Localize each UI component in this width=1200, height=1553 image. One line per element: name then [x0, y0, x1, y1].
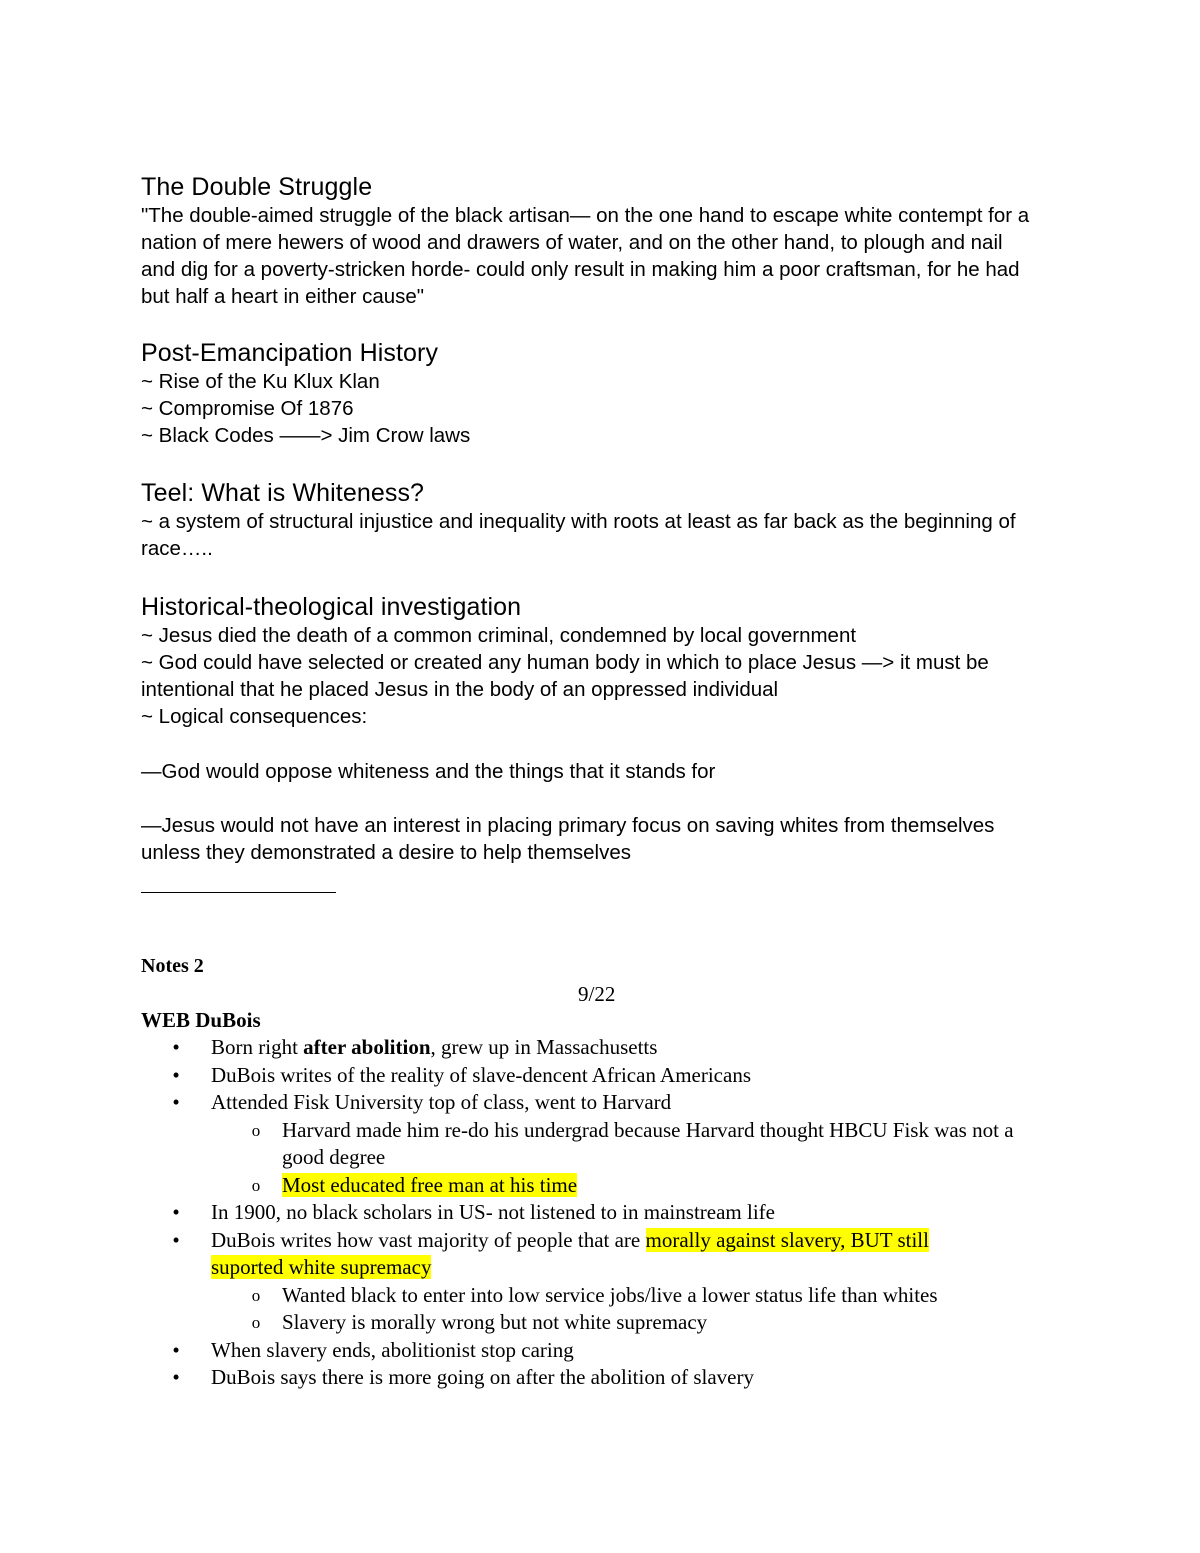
sub-bullet-icon: o — [251, 1285, 261, 1305]
highlighted-text: morally against slavery, BUT still — [645, 1227, 929, 1252]
bullet-text: DuBois writes of the reality of slave-dencent African Americans — [211, 1062, 751, 1087]
bullet-text: DuBois writes how vast majority of people that are — [211, 1227, 646, 1252]
list-item — [166, 1364, 1066, 1392]
list-item: ~ Rise of the Ku Klux Klan — [141, 370, 380, 393]
consequence-text: —God would oppose whiteness and the things that it stands for — [141, 760, 716, 783]
list-item: ~ Black Codes ——> Jim Crow laws — [141, 424, 471, 447]
heading-post-emancipation: Post-Emancipation History — [141, 339, 439, 367]
bullet-text: DuBois says there is more going on after the abolition of slavery — [211, 1365, 754, 1389]
bullet-text: When slavery ends, abolitionist stop caring — [211, 1337, 574, 1362]
sub-bullet-text: Harvard made him re-do his undergrad because Harvard thought HBCU Fisk was not a good degree — [282, 1117, 1014, 1169]
sub-list-item — [166, 1282, 1066, 1310]
divider-line — [141, 892, 336, 893]
notes-2-title: Notes 2 — [141, 955, 204, 977]
list-item: ~ Logical consequences: — [141, 705, 368, 728]
double-struggle-quote: "The double-aimed struggle of the black artisan— on the one hand to escape white contempt for a nation of mere hewers of wood and drawers of water, and on the other hand, to plough and nail and dig for a poverty-stricken horde- could only result in making him a poor craftsman, for he had but half a heart in either cause" — [141, 204, 1030, 308]
list-item — [166, 1199, 1066, 1227]
highlighted-text: Most educated free man at his time — [282, 1172, 578, 1197]
list-item — [166, 1227, 1066, 1282]
sub-list-item — [166, 1117, 1052, 1172]
notes-section-1 — [141, 172, 1041, 310]
bullet-icon: • — [172, 1035, 180, 1059]
whiteness-definition: ~ a system of structural injustice and inequality with roots at least as far back as the beginning of race….. — [141, 510, 1016, 560]
sub-bullet-icon: o — [251, 1175, 261, 1195]
historical-theological-block — [141, 592, 1041, 730]
bullet-icon: • — [172, 1337, 180, 1362]
sub-bullet-text: Wanted black to enter into low service jobs/live a lower status life than whites — [282, 1282, 938, 1307]
bullet-icon: • — [172, 1227, 180, 1252]
bullet-text: Attended Fisk University top of class, went to Harvard — [211, 1090, 672, 1114]
list-item: ~ Jesus died the death of a common criminal, condemned by local government — [141, 624, 857, 647]
bullet-text: In 1900, no black scholars in US- not listened to in mainstream life — [211, 1200, 775, 1224]
sub-bullet-text: Slavery is morally wrong but not white supremacy — [282, 1310, 708, 1334]
consequence-2 — [141, 812, 1041, 866]
consequence-text: —Jesus would not have an interest in placing primary focus on saving whites from themselves unless they demonstrated a desire to help themselves — [141, 814, 995, 864]
post-emancipation-block — [141, 338, 1041, 449]
list-item — [166, 1034, 1066, 1062]
bullet-icon: • — [172, 1062, 180, 1087]
list-item — [166, 1337, 1066, 1365]
list-item: ~ God could have selected or created any human body in which to place Jesus —> it must be intentional that he placed Jesus in the body of an oppressed individual — [141, 651, 989, 701]
dubois-bullet-list — [166, 1034, 1066, 1392]
list-item — [166, 1062, 1066, 1090]
notes-2-subject: WEB DuBois — [141, 1008, 261, 1032]
sub-bullet-icon: o — [251, 1120, 261, 1140]
list-item — [166, 1089, 1066, 1117]
sub-list-item — [166, 1309, 1066, 1337]
list-item: ~ Compromise Of 1876 — [141, 397, 354, 420]
bullet-icon: • — [172, 1365, 180, 1389]
bullet-bold-text: after abolition — [303, 1035, 431, 1059]
notes-2-date: 9/22 — [578, 982, 616, 1006]
bullet-icon: • — [172, 1200, 180, 1224]
bullet-icon: • — [172, 1090, 180, 1114]
heading-double-struggle: The Double Struggle — [141, 173, 373, 201]
highlighted-text: suported white supremacy — [211, 1255, 432, 1279]
heading-teel-whiteness: Teel: What is Whiteness? — [141, 479, 425, 507]
sub-list-item — [166, 1172, 1066, 1200]
consequence-1 — [141, 758, 1041, 785]
whiteness-block — [141, 478, 1041, 562]
heading-historical-theological: Historical-theological investigation — [141, 593, 522, 621]
bullet-text: Born right — [211, 1035, 304, 1059]
sub-bullet-icon: o — [251, 1313, 261, 1332]
bullet-text: , grew up in Massachusetts — [430, 1035, 658, 1059]
